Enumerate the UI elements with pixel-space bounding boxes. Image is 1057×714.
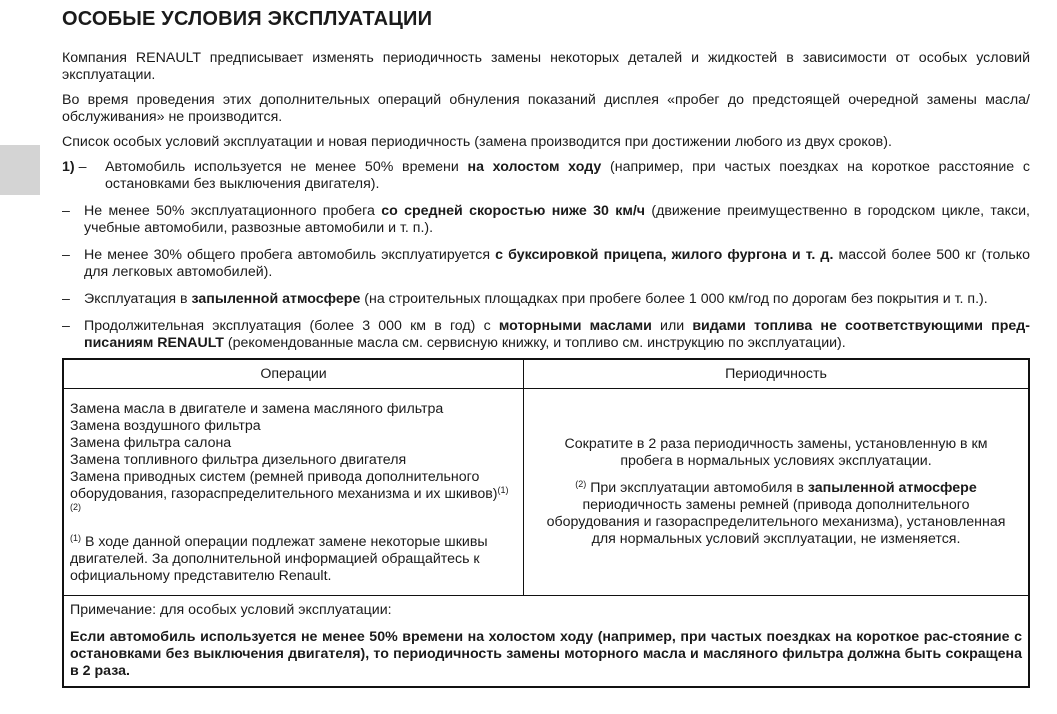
document-content xyxy=(62,6,1030,688)
note-body: Если автомобиль используется не менее 50% времени на холостом ходу (например, при частых поездках на короткое рас-стояние с остановками без выключения двигателя), то периодичность замены моторного масла и масляного фильтра должна быть сокращена в 2 раза. xyxy=(70,629,1022,679)
condition-marker: – xyxy=(62,247,70,263)
condition-marker: 1) – xyxy=(62,159,87,175)
note-row xyxy=(63,596,1029,688)
intro-paragraph-1: Компания RENAULT предписывает изменять периодичность замены некоторых деталей и жидкостей в зависимости от особых условий эксплуатации. xyxy=(62,50,1030,83)
page-side-tab xyxy=(0,145,40,195)
intro-paragraph-2: Во время проведения этих дополнительных операций обнуления показаний дисплея «пробег до предстоящей очередной замены масла/обслуживания» не производится. xyxy=(62,92,1030,125)
table-row xyxy=(63,389,1029,596)
periodicity-main-text: Сократите в 2 раза периодичность замены, установленную в км пробега в нормальных условиях эксплуатации. xyxy=(564,436,988,469)
operations-cell xyxy=(63,389,524,596)
operation-item: Замена топливного фильтра дизельного двигателя xyxy=(70,452,407,468)
intro-paragraph-3: Список особых условий эксплуатации и новая периодичность (замена производится при достижении любого из двух сроков). xyxy=(62,134,892,150)
periodicity-cell xyxy=(524,389,1030,596)
table-header-row xyxy=(63,359,1029,389)
condition-item-2: – Не менее 50% эксплуатационного пробега со средней скоростью ниже 30 км/ч (движение преимущественно в городском цикле, такси, учебные автомобили, развозные автомобили и т. п.). xyxy=(62,203,1030,236)
operation-item: Замена воздушного фильтра xyxy=(70,418,261,434)
header-operations: Операции xyxy=(63,359,524,389)
condition-marker: – xyxy=(62,291,70,307)
condition-item-5: – Продолжительная эксплуатация (более 3 000 км в год) с моторными маслами или видами топлива не соответствующими пред-писаниям RENAULT (рекомендованные масла см. сервисную книжку, и топливо см. инструкцию по эксплуатации). xyxy=(62,318,1030,351)
note-title: Примечание: для особых условий эксплуатации: xyxy=(70,602,392,618)
footnote-1: $^{(1)}$ В ходе данной операции подлежат замене некоторые шкивы двигателей. За дополнительной информацией обращайтесь к официальному представителю Renault. xyxy=(70,533,488,584)
operation-item: Замена масла в двигателе и замена масляного фильтра xyxy=(70,401,444,417)
operations-table xyxy=(62,358,1030,688)
condition-marker: – xyxy=(62,203,70,219)
condition-item-4: – Эксплуатация в запыленной атмосфере (на строительных площадках при пробеге более 1 000 км/год по дорогам без покрытия и т. п.). xyxy=(62,291,988,307)
footnote-2: $^{(2)}$ При эксплуатации автомобиля в запыленной атмосфере периодичность замены ремней (привода дополнительного оборудования и газораспределительного механизма), установленная для нормальных условий эксплуатации, не изменяется. xyxy=(546,479,1006,547)
condition-item-1: 1) – Автомобиль используется не менее 50% времени на холостом ходу (например, при частых поездках на короткое расстояние с остановками без выключения двигателя). xyxy=(62,159,1030,192)
operation-item: Замена приводных систем (ремней привода дополнительного оборудования, газораспределительного механизма и их шкивов)$^{(1) (2)}$ xyxy=(70,469,509,512)
condition-marker: – xyxy=(62,318,70,334)
note-cell xyxy=(63,596,1029,688)
operation-item: Замена фильтра салона xyxy=(70,435,232,451)
header-periodicity: Периодичность xyxy=(524,359,1030,389)
page-title: ОСОБЫЕ УСЛОВИЯ ЭКСПЛУАТАЦИИ xyxy=(62,8,433,30)
condition-item-3: – Не менее 30% общего пробега автомобиль эксплуатируется с буксировкой прицепа, жилого фургона и т. д. массой более 500 кг (только для легковых автомобилей). xyxy=(62,247,1031,280)
